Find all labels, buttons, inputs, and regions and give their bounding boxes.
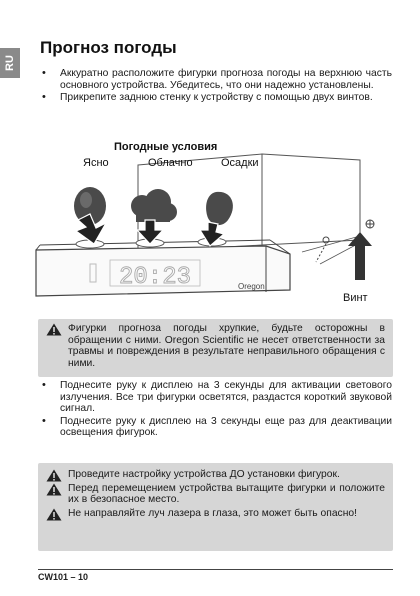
cloudy-label: Облачно: [148, 157, 193, 169]
brand-logo: Oregon: [238, 282, 265, 291]
warning-icon: [46, 469, 62, 482]
bullet-icon: •: [42, 379, 46, 391]
warning-icon: [46, 508, 62, 521]
bullet-icon: •: [42, 67, 46, 79]
bullet-icon: •: [42, 91, 46, 104]
warning-icon: [46, 483, 62, 496]
top-instructions: [40, 68, 392, 105]
warning-text: Проведите настройку устройства ДО установки фигурок.: [68, 469, 340, 480]
list-item: [40, 416, 392, 439]
sunny-label: Ясно: [83, 157, 109, 169]
warning-box: [38, 319, 393, 377]
list-item: [40, 92, 392, 104]
bullet-icon: •: [42, 414, 46, 427]
list-item: [40, 68, 392, 91]
warning-text: Фигурки прогноза погоды хрупкие, будьте осторожны в обращении с ними. Oregon Scientific не несет ответственности за травмы и повреждения в результате неправильного обращения с ними.: [68, 323, 385, 369]
warning-text: Перед перемещением устройства вытащите фигурки и положите их в безопасное место.: [68, 482, 385, 506]
instruction-text: Поднесите руку к дисплею на 3 секунды для активации светового излучения. Все три фигурки осветятся, раздастся короткий звуковой сигнал.: [60, 380, 392, 415]
display-digits: 20:23: [118, 264, 192, 291]
language-tab: RU: [0, 48, 20, 78]
list-item: [40, 380, 392, 415]
warning-row: [46, 483, 385, 506]
warning-row: [46, 469, 385, 481]
warning-row: [46, 508, 385, 520]
warning-row: [46, 323, 385, 369]
device-drawing: [20, 140, 400, 315]
screw-label: Винт: [343, 292, 368, 304]
page-footer: CW101 – 10: [38, 572, 89, 582]
warnings-box: [38, 463, 393, 551]
footer-divider: [38, 569, 393, 570]
page-title: Прогноз погоды: [40, 38, 177, 57]
weather-conditions-label: Погодные условия: [114, 141, 218, 153]
bottom-instructions: [40, 380, 392, 440]
instruction-text: Аккуратно расположите фигурки прогноза погоды на верхнюю часть основного устройства. Убедитесь, что они надежно установлены.: [60, 68, 392, 91]
instruction-text: Прикрепите заднюю стенку к устройству с помощью двух винтов.: [60, 92, 373, 104]
warning-text: Не направляйте луч лазера в глаза, это может быть опасно!: [68, 507, 357, 519]
instruction-text: Поднесите руку к дисплею на 3 секунды еще раз для деактивации освещения фигурок.: [60, 415, 392, 439]
device-illustration: [20, 140, 400, 315]
rain-label: Осадки: [221, 157, 259, 169]
warning-icon: [46, 323, 62, 336]
